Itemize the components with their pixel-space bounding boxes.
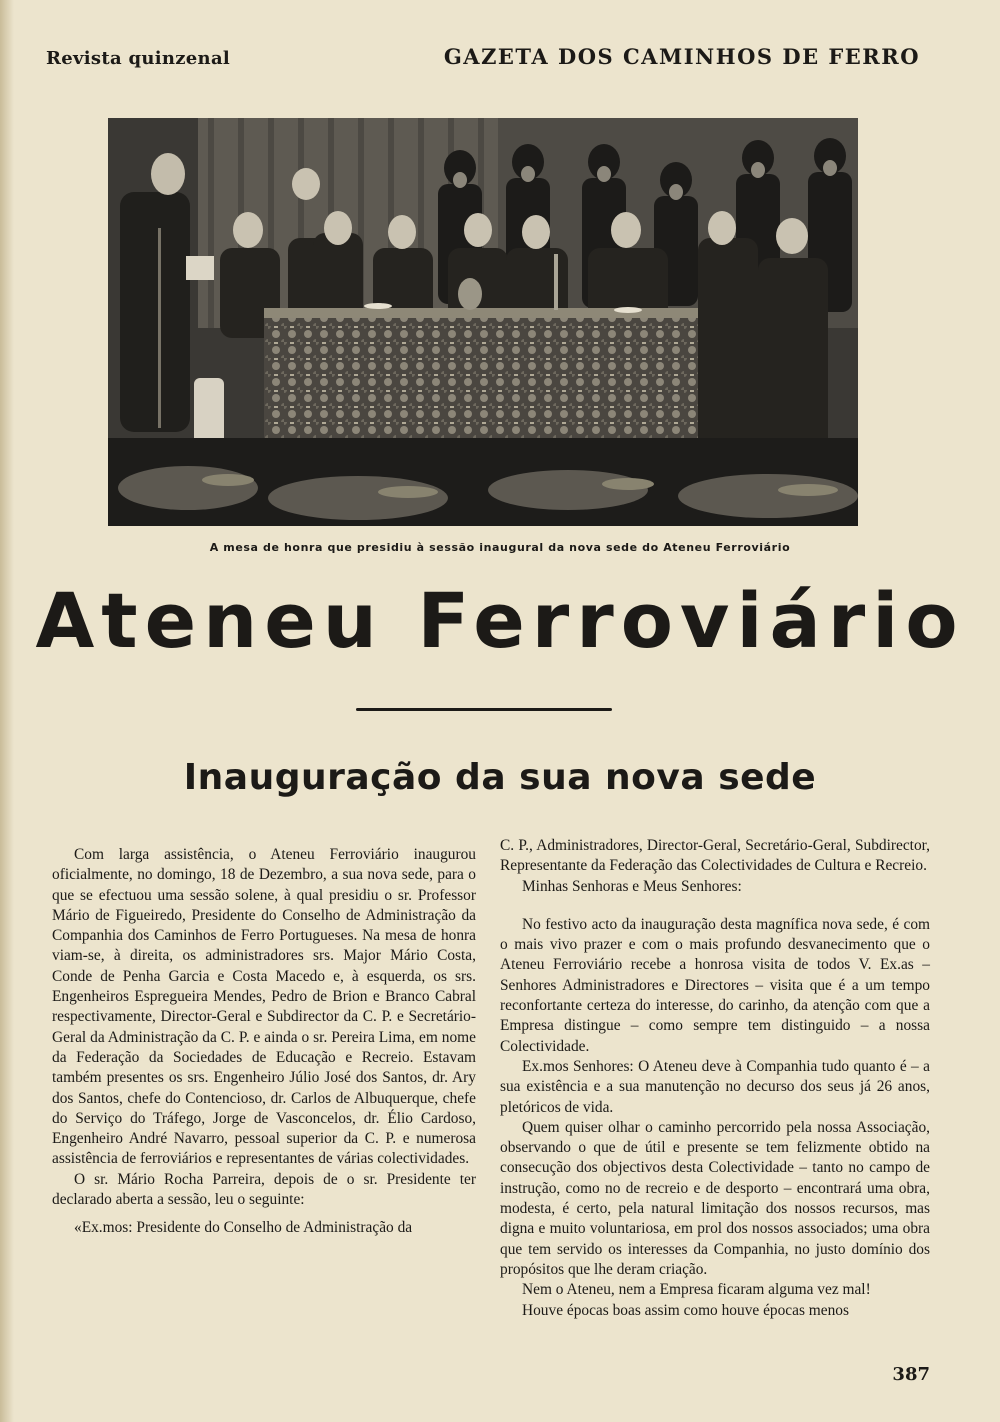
- paragraph: O sr. Mário Rocha Parreira, depois de o sr. Presidente ter declarado aberta a sessão, leu o seguinte:: [52, 1170, 476, 1209]
- paragraph: Nem o Ateneu, nem a Empresa ficaram alguma vez mal!: [522, 1281, 871, 1299]
- paragraph: C. P., Administradores, Director-Geral, Secretário-Geral, Subdirector, Representante da Federação das Colectividades de Cultura e Recreio.: [500, 837, 930, 875]
- paragraph: Com larga assistência, o Ateneu Ferroviário inaugurou oficialmente, no domingo, 18 de Dezembro, a sua nova sede, para o que se efectuou uma sessão solene, à qual presidiu o sr. Professor Mário de Figueiredo, Presidente do Conselho de Administração da Companhia dos Caminhos de Ferro Portugueses. Na mesa de honra viam-se, à direita, os administradores srs. Major Mário Costa, Conde de Penha Garcia e Costa Macedo e, à esquerda, os srs. Engenheiros Espregueira Mendes, Pedro de Brion e Branco Cabral respectivamente, Director-Geral e Subdirector da C. P. e Secretário-Geral da Administração da C. P. e ainda o sr. Pereira Lima, em nome da Federação da Sociedades de Educação e Recreio. Estavam também presentes os srs. Engenheiro Júlio José dos Santos, dr. Ary dos Santos, chefe do Contencioso, dr. Carlos de Albuquerque, chefe do Serviço do Tráfego, Jorge de Vasconcelos, dr. Élio Cardoso, Engenheiro André Navarro, pessoal superior da C. P. e numerosa assistência de ferroviários e representantes de várias colectividades.: [52, 846, 476, 1168]
- title-divider: [356, 708, 612, 711]
- paragraph: Houve épocas boas assim como houve épocas menos: [522, 1301, 849, 1319]
- page-number: 387: [892, 1364, 930, 1385]
- running-header-left: Revista quinzenal: [46, 48, 231, 69]
- running-header-right: GAZETA DOS CAMINHOS DE FERRO: [443, 44, 920, 69]
- paragraph: Minhas Senhoras e Meus Senhores:: [522, 877, 742, 895]
- paragraph: Ex.mos Senhores: O Ateneu deve à Companhia tudo quanto é – a sua existência e a sua manutenção no decurso dos seus já 26 anos, pletóricos de vida.: [500, 1057, 930, 1116]
- ceremony-photo-illustration: [108, 118, 858, 526]
- article-photo: [108, 118, 858, 526]
- article-column-left: [52, 845, 476, 1239]
- photo-caption: A mesa de honra que presidiu à sessão inaugural da nova sede do Ateneu Ferroviário: [209, 541, 791, 554]
- article-subtitle: Inauguração da sua nova sede: [183, 757, 817, 798]
- paragraph: No festivo acto da inauguração desta magnífica nova sede, é com o mais vivo prazer e com o mais profundo desvanecimento que o Ateneu Ferroviário recebe a honrosa visita de todos V. Ex.as – Senhores Administradores e Directores – visita que é a um tempo reconfortante certeza do interesse, do carinho, da atenção com que a Empresa distingue – como sempre tem distinguido – a nossa Colectividade.: [500, 915, 930, 1055]
- paragraph: Quem quiser olhar o caminho percorrido pela nossa Associação, observando o que de útil e presente se tem felizmente obtido na consecução dos objectivos desta Colectividade – tanto no campo de instrução, como no de recreio e de desporto – encontrará uma obra, modesta, é certo, pela natural limitação dos nossos recursos, mas digna e muito voluntariosa, em prol dos nossos associados; uma obra que tem servido os interesses da Companhia, no justo domínio dos propósitos que lhe deram criação.: [500, 1118, 930, 1278]
- paragraph: «Ex.mos: Presidente do Conselho de Administração da: [74, 1219, 413, 1237]
- article-column-right: [500, 836, 930, 1321]
- article-title: Ateneu Ferroviário: [35, 576, 965, 665]
- page-binding-edge: [0, 0, 14, 1422]
